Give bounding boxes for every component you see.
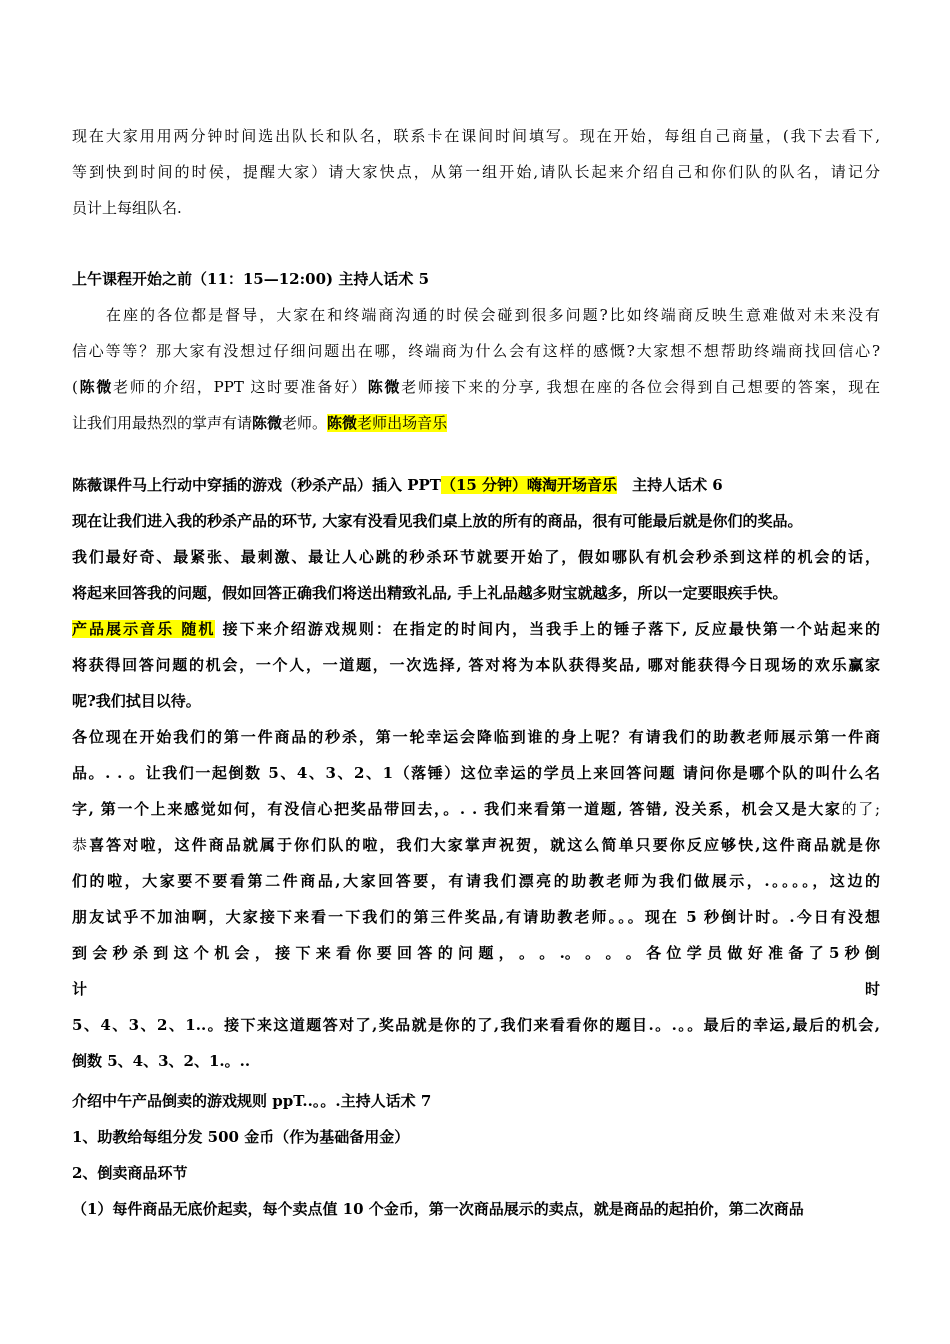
text-line	[72, 791, 880, 827]
heading-line	[72, 467, 880, 503]
text-line: 呢?我们拭目以待。	[72, 692, 201, 710]
text-line	[72, 611, 880, 647]
text-line: 现在让我们进入我的秒杀产品的环节, 大家有没看见我们桌上放的所有的商品，很有可能最后就是你们的奖品。	[72, 512, 803, 530]
text-fragment: 恭	[72, 836, 90, 854]
section-7-heading: 介绍中午产品倒卖的游戏规则 ppT..。。.主持人话术 7	[72, 1092, 432, 1110]
list-item: （1）每件商品无底价起卖，每个卖点值 10 个金币，第一次商品展示的卖点，就是商品的起拍价，第二次商品	[72, 1200, 804, 1218]
text-fragment: 老师接下来的分享, 我想在座的各位会得到自己想要的答案，现在	[401, 378, 880, 396]
text-fragment: 老师。	[282, 414, 328, 432]
text-line: 品。. . 。让我们一起倒数 5、4、3、2、1（落锤）这位幸运的学员上来回答问题 请问你是哪个队的叫什么名	[72, 764, 880, 782]
text-line: 员计上每组队名.	[72, 199, 182, 217]
text-fragment: 老师的介绍，PPT 这时要准备好）	[113, 378, 368, 396]
text-fragment: 主持人话术 6	[617, 476, 723, 494]
text-fragment: 的了;	[841, 800, 880, 818]
text-line: 各位现在开始我们的第一件商品的秒杀，第一轮幸运会降临到谁的身上呢？有请我们的助教老师展示第一件商	[72, 728, 880, 746]
speaker-name: 陈微	[252, 414, 283, 432]
section-6-body	[72, 503, 880, 1079]
text-line: 在座的各位都是督导，大家在和终端商沟通的时侯会碰到很多问题?比如终端商反映生意难做对未来没有	[106, 306, 880, 324]
text-fragment: 陈薇课件马上行动中穿插的游戏（秒杀产品）插入 PPT	[72, 476, 441, 494]
text-line	[72, 405, 880, 441]
text-fragment: 接下来介绍游戏规则：在指定的时间内，当我手上的锤子落下, 反应最快第一个站起来的	[215, 620, 880, 638]
text-fragment: 喜答对啦，这件商品就属于你们队的啦，我们大家掌声祝贺，就这么简单只要你反应够快,这件商品就是你	[89, 836, 880, 854]
text-line: 我们最好奇、最紧张、最刺激、最让人心跳的秒杀环节就要开始了，假如哪队有机会秒杀到这样的机会的话，	[72, 548, 880, 566]
text-line	[72, 369, 880, 405]
music-cue-highlight: 产品展示音乐 随机	[72, 620, 216, 638]
speaker-name: 陈微	[327, 414, 358, 432]
section-5-body	[72, 297, 880, 441]
text-line: 倒数 5、4、3、2、1.。..	[72, 1052, 251, 1070]
section-5-heading: 上午课程开始之前（11：15—12:00) 主持人话术 5	[72, 270, 430, 288]
speaker-name: 陈微	[77, 378, 114, 396]
text-line: 将起来回答我的问题，假如回答正确我们将送出精致礼品, 手上礼品越多财宝就越多，所以一定要眼疾手快。	[72, 584, 788, 602]
text-fragment: 字, 第一个上来感觉如何，有没信心把奖品带回去，。. . 我们来看第一道题, 答错, 没关系，机会又是大家	[72, 800, 842, 818]
text-fragment: 老师出场音乐	[357, 414, 448, 432]
speaker-name: 陈微	[367, 378, 402, 396]
text-line: 们的啦，大家要不要看第二件商品,大家回答要，有请我们漂亮的助教老师为我们做展示，.。。。。，这边的	[72, 872, 880, 890]
list-item: 1、助教给每组分发 500 金币（作为基础备用金）	[72, 1128, 410, 1146]
section-7	[72, 1083, 880, 1227]
text-fragment: (	[72, 378, 78, 396]
text-line: 信心等等？那大家有没想过仔细问题出在哪，终端商为什么会有这样的感慨?大家想不想帮助终端商找回信心?	[72, 342, 880, 360]
text-line: 现在大家用用两分钟时间选出队长和队名，联系卡在课间时间填写。现在开始，每组自己商量，(我下去看下,	[72, 127, 880, 145]
text-line: 等到快到时间的时侯，提醒大家）请大家快点，从第一组开始,请队长起来介绍自己和你们队的队名，请记分	[72, 163, 880, 181]
text-line: 5、4、3、2、1..。接下来这道题答对了,奖品就是你的了,我们来看看你的题目.。.。。最后的幸运,最后的机会,	[72, 1016, 880, 1034]
section-6-heading	[72, 467, 880, 503]
text-line: 朋友试乎不加油啊，大家接下来看一下我们的第三件奖品,有请助教老师。。。现在 5 秒倒计时。.今日有没想	[72, 908, 880, 926]
music-cue-highlight	[327, 414, 447, 432]
intro-paragraph	[72, 118, 880, 226]
list-item: 2、倒卖商品环节	[72, 1164, 188, 1182]
text-line	[72, 827, 880, 863]
text-line: 到 会 秒 杀 到 这 个 机 会 ， 接 下 来 看 你 要 回 答 的 问 题 ， 。 。 .。 。 。 。 各 位 学 员 做 好 准 备 了 5 秒 倒 计 时	[72, 944, 880, 998]
music-cue-highlight: （15 分钟）嗨淘开场音乐	[440, 476, 618, 494]
text-fragment: 让我们用最热烈的掌声有请	[72, 414, 253, 432]
text-line: 将获得回答问题的机会，一个人，一道题，一次选择, 答对将为本队获得奖品, 哪对能获得今日现场的欢乐赢家	[72, 656, 880, 674]
